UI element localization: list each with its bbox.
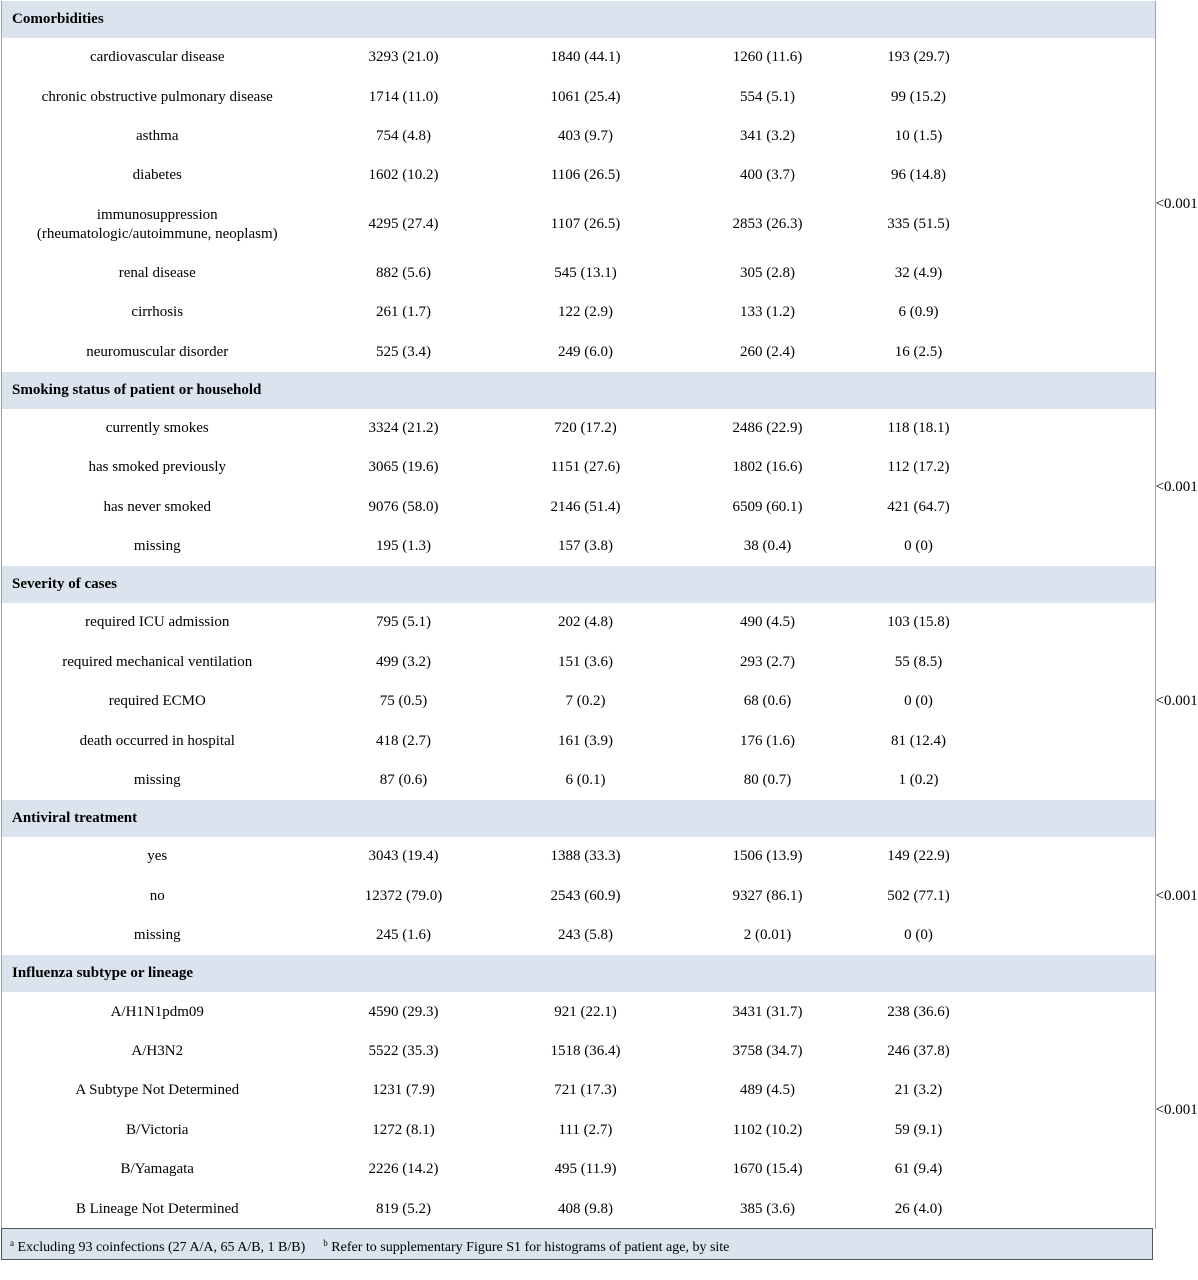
section-title: Influenza subtype or lineage xyxy=(2,955,1156,992)
footnote-a-text: Excluding 93 coinfections (27 A/A, 65 A/B, 1 B/B) xyxy=(17,1240,306,1255)
table-cell-c1: 12372 (79.0) xyxy=(364,887,443,904)
table-cell-c4: 238 (36.6) xyxy=(887,1003,950,1020)
table-cell-c2: 202 (4.8) xyxy=(558,614,613,631)
row-label-text: renal disease xyxy=(118,264,196,281)
table-cell-spacer xyxy=(979,409,1156,567)
table-cell-c1: 3324 (21.2) xyxy=(368,419,439,436)
table-cell-c4: 6 (0.9) xyxy=(898,304,939,321)
table-cell-c1: 499 (3.2) xyxy=(376,653,431,670)
table-cell-c4: 103 (15.8) xyxy=(887,614,950,631)
row-label xyxy=(2,488,313,527)
row-label-text: A Subtype Not Determined xyxy=(75,1082,240,1099)
table-cell-c1: 1714 (11.0) xyxy=(368,88,439,105)
table-cell-c4: 10 (1.5) xyxy=(894,127,943,144)
table-cell-c2: 1388 (33.3) xyxy=(550,848,621,865)
table-cell-c3: 385 (3.6) xyxy=(740,1200,795,1217)
row-label-text: A/H1N1pdm09 xyxy=(110,1003,204,1020)
table-row: currently smokes 3324 (21.2) 720 (17.2) 2486 (22.9) 118 (18.1) <0.001 xyxy=(2,409,1156,448)
table-cell-c2: 151 (3.6) xyxy=(558,653,613,670)
table-cell-c3: 38 (0.4) xyxy=(743,538,792,555)
row-label xyxy=(2,1189,313,1228)
table-cell-c4: 99 (15.2) xyxy=(891,88,946,105)
table-cell-c4: 193 (29.7) xyxy=(887,49,950,66)
table-cell-c1: 3065 (19.6) xyxy=(368,459,439,476)
table-cell-c2: 243 (5.8) xyxy=(558,927,613,944)
section-header-row xyxy=(2,800,1156,837)
row-label-text: has smoked previously xyxy=(88,459,226,476)
row-label xyxy=(2,761,313,800)
row-label xyxy=(2,1111,313,1150)
footnote-b-mark: b xyxy=(323,1238,328,1248)
table-cell-spacer xyxy=(979,992,1156,1228)
patient-characteristics-table xyxy=(1,1,1198,1229)
row-label xyxy=(2,682,313,721)
table-cell-c3: 554 (5.1) xyxy=(740,88,795,105)
table-cell-c4: 0 (0) xyxy=(904,693,933,710)
table-cell-c3: 490 (4.5) xyxy=(740,614,795,631)
table-cell-c2: 408 (9.8) xyxy=(558,1200,613,1217)
row-label xyxy=(2,916,313,955)
row-label-text: death occurred in hospital xyxy=(79,732,235,749)
row-label xyxy=(2,77,313,116)
table-cell-c3: 489 (4.5) xyxy=(740,1082,795,1099)
table-cell-c3: 68 (0.6) xyxy=(743,693,792,710)
table-cell-c1: 1602 (10.2) xyxy=(368,167,439,184)
table-cell-c2: 1518 (36.4) xyxy=(550,1043,621,1059)
table-cell-c3: 1102 (10.2) xyxy=(732,1121,803,1138)
table-cell-c1: 9076 (58.0) xyxy=(368,498,439,515)
section-header-row xyxy=(2,372,1156,409)
row-label-text: B/Yamagata xyxy=(120,1161,194,1178)
table-cell-c4: 0 (0) xyxy=(904,538,933,555)
row-label-text: cirrhosis xyxy=(131,304,184,321)
row-label xyxy=(2,837,313,876)
row-label xyxy=(2,643,313,682)
table-cell-c2: 122 (2.9) xyxy=(558,304,613,321)
row-label-text-line2: (rheumatologic/autoimmune, neoplasm) xyxy=(36,225,278,242)
table-cell-c3: 80 (0.7) xyxy=(743,772,792,789)
table-cell-c3: 176 (1.6) xyxy=(740,732,795,749)
row-label xyxy=(2,877,313,916)
table-cell-c4: 246 (37.8) xyxy=(887,1043,950,1059)
row-label-text: cardiovascular disease xyxy=(89,49,225,66)
table-cell-c1: 195 (1.3) xyxy=(376,538,431,555)
row-label xyxy=(2,196,313,254)
table-cell-c2: 1151 (27.6) xyxy=(550,459,621,476)
table-cell-c1: 75 (0.5) xyxy=(379,693,428,710)
table-cell-c1: 525 (3.4) xyxy=(376,343,431,360)
table-cell-c3: 3431 (31.7) xyxy=(732,1003,803,1020)
table-cell-c4: 55 (8.5) xyxy=(894,653,943,670)
table-cell-c4: 96 (14.8) xyxy=(891,167,946,184)
table-cell-c3: 341 (3.2) xyxy=(740,127,795,144)
row-label-text: no xyxy=(149,887,165,904)
table-cell-c4: 16 (2.5) xyxy=(894,343,943,360)
table-cell-c2: 161 (3.9) xyxy=(558,732,613,749)
table-cell-c3: 1260 (11.6) xyxy=(732,49,803,66)
table-cell-c2: 2543 (60.9) xyxy=(550,887,621,904)
table-cell-c2: 1840 (44.1) xyxy=(550,49,621,66)
table-cell-c2: 6 (0.1) xyxy=(565,772,606,789)
row-label-text: immunosuppression xyxy=(96,206,218,223)
row-label xyxy=(2,527,313,566)
table-cell-c3: 2 (0.01) xyxy=(743,927,792,944)
row-label xyxy=(2,293,313,332)
table-cell-c4: 81 (12.4) xyxy=(891,732,946,749)
table-cell-c2: 1107 (26.5) xyxy=(550,216,621,233)
table-row: yes 3043 (19.4) 1388 (33.3) 1506 (13.9) 149 (22.9) <0.001 xyxy=(2,837,1156,876)
row-label-text: yes xyxy=(147,848,168,865)
table-cell-c1: 3293 (21.0) xyxy=(368,49,439,66)
table-cell-c4: 0 (0) xyxy=(904,927,933,944)
table-cell-c2: 720 (17.2) xyxy=(554,419,617,436)
table-cell-c4: 118 (18.1) xyxy=(887,419,950,436)
table-cell-c2: 111 (2.7) xyxy=(558,1121,613,1138)
row-label-text: has never smoked xyxy=(103,498,211,515)
row-label-text: neuromuscular disorder xyxy=(86,343,229,360)
table-cell-c2: 7 (0.2) xyxy=(565,693,606,710)
row-label-text: missing xyxy=(133,538,181,555)
table-cell-spacer xyxy=(979,837,1156,955)
table-cell-c4: 59 (9.1) xyxy=(894,1121,943,1138)
row-label xyxy=(2,254,313,293)
table-cell-c2: 495 (11.9) xyxy=(554,1161,617,1178)
table-cell-c1: 819 (5.2) xyxy=(376,1200,431,1217)
table-cell-c1: 418 (2.7) xyxy=(376,732,431,749)
row-label xyxy=(2,721,313,760)
table-cell-c3: 3758 (34.7) xyxy=(732,1043,803,1059)
row-label-text: B/Victoria xyxy=(126,1121,189,1138)
table-cell-c2: 2146 (51.4) xyxy=(550,498,621,515)
table-cell-c3: 2853 (26.3) xyxy=(732,216,803,233)
table-cell-c2: 1106 (26.5) xyxy=(550,167,621,184)
table-row: required ICU admission 795 (5.1) 202 (4.8) 490 (4.5) 103 (15.8) <0.001 xyxy=(2,603,1156,642)
table-cell-c3: 2486 (22.9) xyxy=(732,419,803,436)
table-cell-c4: 502 (77.1) xyxy=(887,887,950,904)
footnote-a-mark: a xyxy=(10,1238,14,1248)
table-cell-c3: 133 (1.2) xyxy=(740,304,795,321)
table-cell-spacer xyxy=(979,603,1156,800)
section-header-row xyxy=(2,566,1156,603)
footnote-b-text: Refer to supplementary Figure S1 for histograms of patient age, by site xyxy=(331,1240,730,1255)
table-cell-c4: 21 (3.2) xyxy=(894,1082,943,1099)
table-body xyxy=(2,1,1198,1229)
table-cell-c1: 1272 (8.1) xyxy=(372,1121,435,1138)
row-label-text: missing xyxy=(133,927,181,944)
table-cell-c1: 4295 (27.4) xyxy=(368,216,439,233)
row-label xyxy=(2,409,313,448)
table-cell-c1: 4590 (29.3) xyxy=(368,1003,439,1020)
row-label xyxy=(2,332,313,371)
section-header-row xyxy=(2,955,1156,992)
row-label-text: missing xyxy=(133,772,181,789)
row-label-text: required mechanical ventilation xyxy=(62,653,253,670)
table-cell-c3: 9327 (86.1) xyxy=(732,887,803,904)
section-title: Severity of cases xyxy=(2,566,1156,603)
row-label xyxy=(2,38,313,77)
table-cell-c1: 754 (4.8) xyxy=(376,127,431,144)
table-cell-c4: 1 (0.2) xyxy=(898,772,939,789)
row-label xyxy=(2,117,313,156)
row-label-text: A/H3N2 xyxy=(131,1043,184,1059)
row-label xyxy=(2,448,313,487)
table-cell-c3: 1802 (16.6) xyxy=(732,459,803,476)
row-label-text: currently smokes xyxy=(105,419,209,436)
table-cell-c3: 293 (2.7) xyxy=(740,653,795,670)
section-title: Antiviral treatment xyxy=(2,800,1156,837)
table-cell-c4: 421 (64.7) xyxy=(887,498,950,515)
table-cell-c3: 1506 (13.9) xyxy=(732,848,803,865)
table-footnotes xyxy=(1,1228,1153,1260)
section-title: Comorbidities xyxy=(2,1,1156,38)
row-label xyxy=(2,1032,313,1071)
table-cell-c2: 1061 (25.4) xyxy=(550,88,621,105)
table-cell-c2: 545 (13.1) xyxy=(554,264,617,281)
table-cell-c1: 882 (5.6) xyxy=(376,264,431,281)
table-cell-c4: 112 (17.2) xyxy=(887,459,950,476)
row-label-text: diabetes xyxy=(132,167,182,184)
table-cell-c1: 245 (1.6) xyxy=(376,927,431,944)
section-header-row xyxy=(2,1,1156,38)
row-label xyxy=(2,992,313,1031)
table-cell-c2: 921 (22.1) xyxy=(554,1003,617,1020)
row-label xyxy=(2,156,313,195)
table-cell-c2: 403 (9.7) xyxy=(558,127,613,144)
table-cell-c1: 261 (1.7) xyxy=(376,304,431,321)
row-label-text: B Lineage Not Determined xyxy=(75,1200,239,1217)
table-cell-c3: 1670 (15.4) xyxy=(732,1161,803,1178)
table-cell-c1: 1231 (7.9) xyxy=(372,1082,435,1099)
table-cell-c3: 400 (3.7) xyxy=(740,167,795,184)
section-title: Smoking status of patient or household xyxy=(2,372,1156,409)
table-cell-c2: 249 (6.0) xyxy=(558,343,613,360)
table-cell-c4: 61 (9.4) xyxy=(894,1161,943,1178)
table-cell-c2: 721 (17.3) xyxy=(554,1082,617,1099)
table-cell-c4: 149 (22.9) xyxy=(887,848,950,865)
row-label xyxy=(2,1150,313,1189)
table-cell-c1: 3043 (19.4) xyxy=(368,848,439,865)
row-label-text: asthma xyxy=(136,127,179,144)
row-label-text: chronic obstructive pulmonary disease xyxy=(41,88,273,105)
row-label xyxy=(2,1071,313,1110)
table-cell-c4: 32 (4.9) xyxy=(894,264,943,281)
table-cell-c1: 5522 (35.3) xyxy=(368,1043,439,1059)
row-label-text: required ICU admission xyxy=(85,614,230,631)
table-row: A/H1N1pdm09 4590 (29.3) 921 (22.1) 3431 (31.7) 238 (36.6) <0.001 xyxy=(2,992,1156,1031)
row-label xyxy=(2,603,313,642)
table-cell-c1: 795 (5.1) xyxy=(376,614,431,631)
row-label-text: required ECMO xyxy=(108,693,206,710)
table-cell-c3: 6509 (60.1) xyxy=(732,498,803,515)
table-cell-c1: 2226 (14.2) xyxy=(368,1161,439,1178)
table-row: cardiovascular disease 3293 (21.0) 1840 (44.1) 1260 (11.6) 193 (29.7) <0.001 xyxy=(2,38,1156,77)
table-cell-c4: 26 (4.0) xyxy=(894,1200,943,1217)
table-cell-spacer xyxy=(979,38,1156,372)
table-cell-c2: 157 (3.8) xyxy=(558,538,613,555)
table-cell-c1: 87 (0.6) xyxy=(379,772,428,789)
table-cell-c3: 260 (2.4) xyxy=(740,343,795,360)
table-cell-c3: 305 (2.8) xyxy=(740,264,795,281)
table-cell-c4: 335 (51.5) xyxy=(887,216,950,233)
